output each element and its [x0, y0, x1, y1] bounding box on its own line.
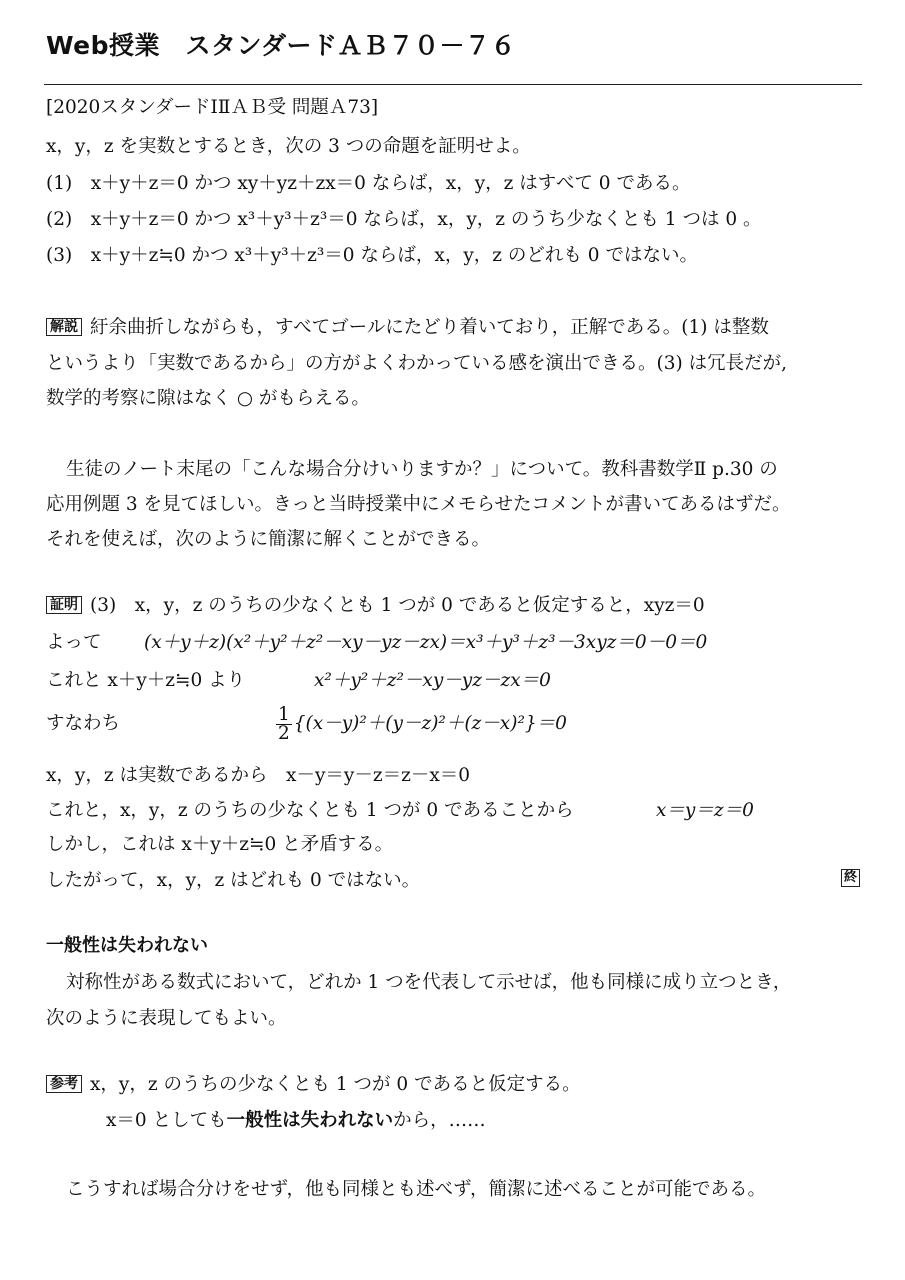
proof-condition: これと x＋y＋z≒0 より [46, 670, 246, 691]
end-of-proof-mark: 終 [841, 869, 860, 887]
generality-line-1: 対称性がある数式において，どれか 1 つを代表して示せば，他も同様に成り立つとき， [66, 972, 792, 993]
fraction-numerator: 1 [278, 703, 290, 725]
proof-sum-of-squares: {(x－y)²＋(y－z)²＋(z－x)²}＝0 [293, 713, 567, 734]
proof-line-3 [46, 669, 551, 693]
reference-line-2 [106, 1109, 486, 1133]
problem-item-1: (1) x＋y＋z＝0 かつ xy＋yz＋zx＝0 ならば，x，y，z はすべて 0 である。 [46, 173, 691, 194]
proof-line-8: したがって，x，y，z はどれも 0 ではない。 [46, 870, 421, 891]
problem-source: [2020スタンダードⅠⅡＡＢ受 問題Ａ73] [46, 97, 379, 118]
generality-line-2: 次のように表現してもよい。 [46, 1008, 287, 1029]
problem-item-3: (3) x＋y＋z≒0 かつ x³＋y³＋z³＝0 ならば，x，y，z のどれも 0 ではない。 [46, 245, 698, 266]
commentary-line-2: というより「実数であるから」の方がよくわかっている感を演出できる。(3) は冗長だが, [46, 353, 787, 374]
header-divider [44, 84, 862, 85]
note-line-2: 応用例題 3 を見てほしい。きっと当時授業中にメモらせたコメントが書いてあるはずだ。 [46, 494, 791, 515]
commentary-label: 解説 [46, 318, 82, 336]
proof-namely: すなわち [46, 713, 121, 734]
proof-all-equal: x＝y＝z＝0 [656, 800, 754, 821]
proof-label: 証明 [46, 596, 82, 614]
proof-line-5: x，y，z は実数であるから x－y＝y－z＝z－x＝0 [46, 765, 471, 786]
fraction-denominator: 2 [278, 722, 290, 744]
note-line-3: それを使えば，次のように簡潔に解くことができる。 [46, 529, 491, 550]
reference-tail: から，…… [393, 1110, 486, 1131]
page-title: Web授業 スタンダードＡＢ７０－７６ [46, 31, 517, 60]
one-half-fraction [276, 703, 292, 744]
reference-assume: x＝0 としても [106, 1110, 227, 1131]
reference-text-1: x，y，z のうちの少なくとも 1 つが 0 であると仮定する。 [90, 1074, 581, 1095]
commentary-line-1 [46, 316, 769, 340]
reference-emphasis: 一般性は失われない [226, 1110, 394, 1131]
note-line-1: 生徒のノート末尾の「こんな場合分けいりますか？」について。教科書数学Ⅱ p.30 の [66, 459, 778, 480]
proof-line-4 [46, 704, 567, 744]
proof-text-1: (3) x，y，z のうちの少なくとも 1 つが 0 であると仮定すると，xyz＝0 [90, 595, 705, 616]
reference-label: 参考 [46, 1075, 82, 1093]
problem-item-2: (2) x＋y＋z＝0 かつ x³＋y³＋z³＝0 ならば，x，y，z のうち少なくとも 1 つは 0 。 [46, 209, 762, 230]
commentary-text-1: 紆余曲折しながらも，すべてゴールにたどり着いており，正解である。(1) は整数 [90, 317, 769, 338]
proof-line-7: しかし，これは x＋y＋z≒0 と矛盾する。 [46, 834, 394, 855]
proof-symmetric-eq: x²＋y²＋z²－xy－yz－zx＝0 [314, 670, 551, 691]
proof-line-1 [46, 594, 705, 618]
proof-expansion: (x＋y＋z)(x²＋y²＋z²－xy－yz－zx)＝x³＋y³＋z³－3xyz＝0－0＝0 [144, 632, 708, 653]
proof-line-6 [46, 799, 754, 823]
conclusion-line: こうすれば場合分けをせず，他も同様とも述べず，簡潔に述べることが可能である。 [66, 1179, 767, 1200]
reference-line-1 [46, 1073, 581, 1097]
problem-intro: x，y，z を実数とするとき，次の 3 つの命題を証明せよ。 [46, 136, 531, 157]
proof-line-2 [46, 631, 707, 655]
commentary-line-3: 数学的考察に隙はなく ○ がもらえる。 [46, 388, 370, 409]
proof-given: これと，x，y，z のうちの少なくとも 1 つが 0 であることから [46, 800, 574, 821]
proof-therefore: よって [46, 632, 102, 653]
generality-heading: 一般性は失われない [46, 935, 208, 956]
